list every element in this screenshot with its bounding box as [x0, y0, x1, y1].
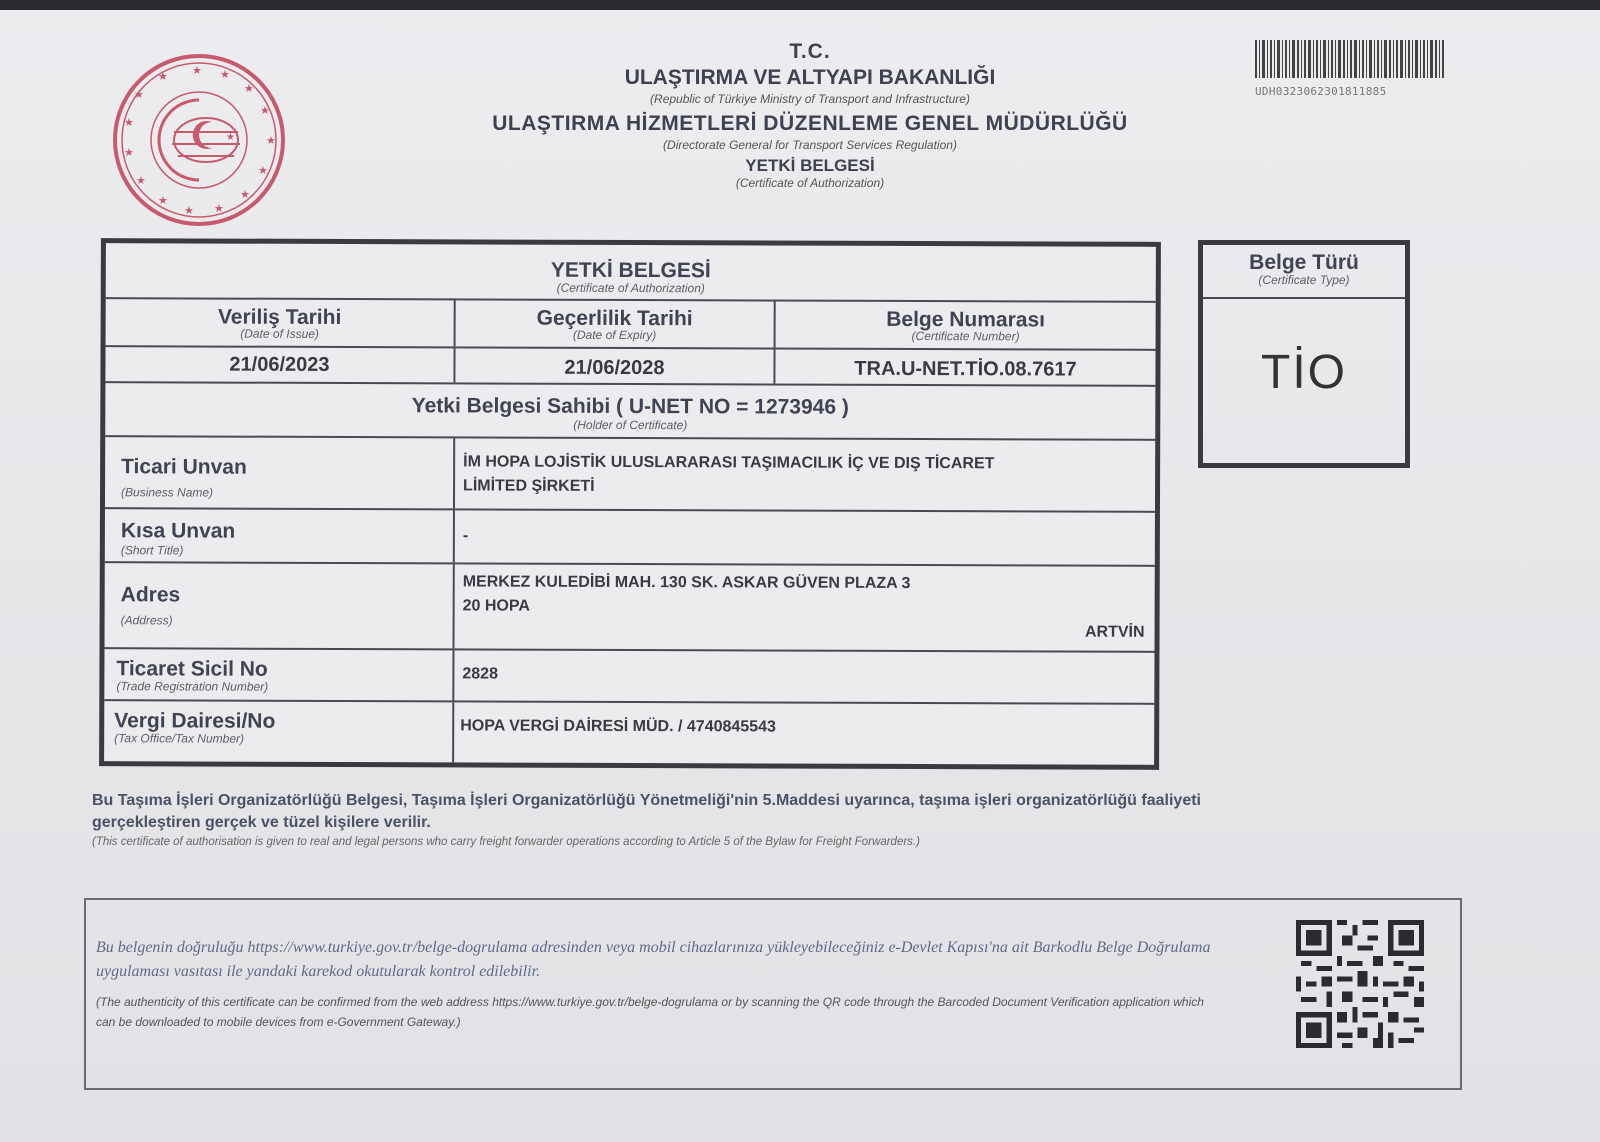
holder-label: Yetki Belgesi Sahibi ( U-NET NO = 1273946 ): [411, 394, 849, 419]
certificate-type-label-en: (Certificate Type): [1258, 273, 1350, 287]
holder-label-en: (Holder of Certificate): [573, 417, 688, 433]
issue-date-value: 21/06/2023: [105, 347, 455, 382]
business-name-row: [105, 437, 1155, 513]
short-title-value: -: [462, 527, 469, 545]
business-name-label: Ticari Unvan: [121, 455, 247, 479]
document-header: [460, 40, 1160, 190]
expiry-date-value: 21/06/2028: [455, 348, 775, 383]
address-value-cell: [454, 564, 1154, 650]
svg-text:★: ★: [226, 132, 235, 143]
holder-row: [105, 383, 1155, 441]
barcode-number: UDH0323062301811885: [1255, 85, 1387, 98]
ministry-title: ULAŞTIRMA VE ALTYAPI BAKANLIĞI: [624, 66, 996, 89]
business-name-value-line2: LİMİTED ŞİRKETİ: [463, 477, 595, 495]
ministry-seal-logo: [108, 52, 290, 228]
verification-box: [84, 898, 1462, 1090]
qr-code[interactable]: [1296, 920, 1424, 1048]
tax-office-value: HOPA VERGİ DAİRESİ MÜD. / 4740845543: [460, 717, 776, 736]
certificate-type-header: [1203, 245, 1405, 299]
svg-text:★: ★: [192, 64, 202, 77]
directorate-title: ULAŞTIRMA HİZMETLERİ DÜZENLEME GENEL MÜDÜRLÜĞÜ: [492, 112, 1128, 135]
address-label: Adres: [120, 583, 181, 607]
issue-date-label-en: (Date of Issue): [240, 326, 319, 341]
short-title-label: Kısa Unvan: [120, 519, 236, 543]
address-value-line2: 20 HOPA: [462, 597, 530, 615]
barcode-bars: [1255, 40, 1445, 78]
svg-text:★: ★: [220, 68, 230, 81]
number-header: [776, 302, 1156, 349]
tax-office-label-cell: [104, 701, 454, 762]
address-city: ARTVİN: [1084, 623, 1145, 641]
svg-text:★: ★: [124, 116, 134, 129]
address-label-cell: [104, 563, 454, 648]
address-label-en: (Address): [120, 613, 173, 628]
verification-text: Bu belgenin doğruluğu https://www.turkiye.gov.tr/belge-dogrulama adresinden veya mobil cihazlarınıza yükleyebileceğiniz e-Devlet Kapısı'na ait Barkodlu Belge Doğrulama uygulaması vasıtası ile yandaki karekod okutularak kontrol edilebilir.: [96, 939, 1211, 980]
svg-text:★: ★: [258, 164, 268, 177]
trade-registration-row: [104, 649, 1154, 705]
short-title-label-cell: [105, 509, 455, 562]
svg-text:★: ★: [244, 82, 254, 95]
tax-office-row: [104, 701, 1154, 765]
svg-text:★: ★: [260, 104, 270, 117]
barcode: [1255, 40, 1445, 98]
svg-text:★: ★: [214, 202, 224, 215]
certificate-number-value: TRA.U-NET.TİO.08.7617: [854, 357, 1077, 381]
trade-registration-label-cell: [104, 649, 454, 700]
dates-value-row: [105, 347, 1155, 387]
svg-text:★: ★: [184, 204, 194, 217]
country-title: T.C.: [789, 40, 831, 63]
svg-text:★: ★: [240, 188, 250, 201]
tax-office-value-cell: [454, 702, 1154, 764]
document-title: YETKİ BELGESİ: [745, 156, 875, 175]
tax-office-label-en: (Tax Office/Tax Number): [114, 731, 245, 746]
business-name-label-cell: [105, 437, 455, 508]
svg-text:★: ★: [158, 194, 168, 207]
certificate-type-value: TİO: [1261, 346, 1347, 399]
certificate-type-box: [1198, 240, 1410, 468]
business-name-value: İM HOPA LOJİSTİK ULUSLARARASI TAŞIMACILIK İÇ VE DIŞ TİCARET: [463, 453, 995, 473]
trade-registration-label: Ticaret Sicil No: [116, 657, 268, 681]
tax-office-label: Vergi Dairesi/No: [114, 709, 276, 733]
certificate-table: [99, 238, 1161, 770]
verification-text-en: (The authenticity of this certificate can be confirmed from the web address https://www.turkiye.gov.tr/belge-dogrulama or by scanning the QR code through the Barcoded Document Verification application which can be downloaded to mobile devices from e-Government Gateway.): [96, 995, 1204, 1029]
business-name-value-cell: [455, 438, 1155, 510]
certificate-number-label: Belge Numarası: [886, 307, 1046, 332]
svg-text:★: ★: [266, 134, 276, 147]
short-title-value-cell: [455, 510, 1155, 564]
legal-notice-text: Bu Taşıma İşleri Organizatörlüğü Belgesi, Taşıma İşleri Organizatörlüğü Yönetmeliği'nin 5.Maddesi uyarınca, taşıma işleri organizatörlüğü faaliyeti gerçekleştiren gerçek ve tüzel kişilere verilir.: [92, 792, 1201, 831]
issue-date-header: [106, 299, 456, 346]
svg-text:★: ★: [158, 70, 168, 83]
legal-notice-text-en: (This certificate of authorisation is given to real and legal persons who carry freight forwarder operations according to Article 5 of the Bylaw for Freight Forwarders.): [92, 836, 920, 848]
dates-header-row: [106, 299, 1156, 351]
address-value: MERKEZ KULEDİBİ MAH. 130 SK. ASKAR GÜVEN PLAZA 3: [462, 573, 911, 592]
trade-registration-value: 2828: [462, 665, 499, 683]
expiry-date-label-en: (Date of Expiry): [572, 327, 657, 343]
ministry-subtitle: (Republic of Türkiye Ministry of Transport and Infrastructure): [650, 92, 970, 106]
table-title-row: [106, 243, 1156, 303]
address-row: [104, 563, 1154, 653]
svg-text:★: ★: [124, 146, 134, 159]
short-title-row: [105, 509, 1155, 567]
legal-notice: [92, 790, 1262, 848]
certificate-number-label-en: (Certificate Number): [911, 328, 1020, 344]
top-edge: [0, 0, 1600, 10]
svg-text:★: ★: [136, 174, 146, 187]
business-name-label-en: (Business Name): [121, 485, 214, 500]
table-title: YETKİ BELGESİ: [550, 258, 711, 283]
svg-text:★: ★: [134, 88, 144, 101]
certificate-type-label: Belge Türü: [1249, 251, 1359, 274]
trade-registration-label-en: (Trade Registration Number): [116, 679, 269, 694]
directorate-subtitle: (Directorate General for Transport Services Regulation): [663, 138, 957, 152]
expiry-date-header: [456, 300, 776, 347]
document-subtitle: (Certificate of Authorization): [735, 176, 885, 190]
short-title-label-en: (Short Title): [120, 543, 184, 558]
table-title-subtitle: (Certificate of Authorization): [556, 280, 705, 296]
expiry-date-label: Geçerlilik Tarihi: [536, 306, 693, 331]
issue-date-label: Veriliş Tarihi: [217, 305, 342, 329]
trade-registration-value-cell: [454, 650, 1154, 702]
